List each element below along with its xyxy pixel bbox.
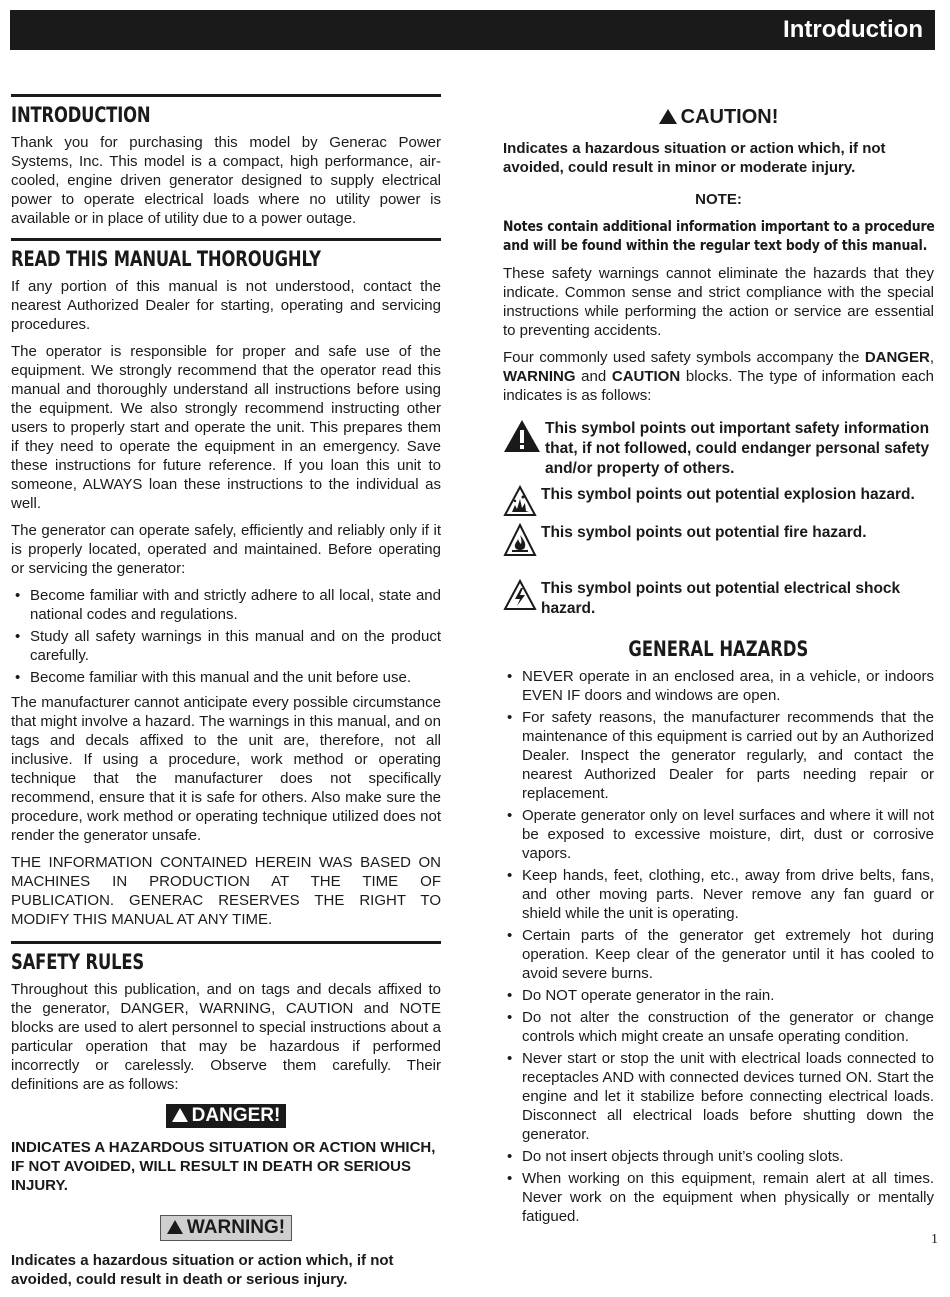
symbols-intro-paragraph: Four commonly used safety symbols accompany the DANGER, WARNING and CAUTION blocks. The type of information each indicates is as follows: — [503, 349, 934, 404]
electrical-shock-icon — [503, 579, 537, 611]
list-item: • Study all safety warnings in this manual and on the product carefully. — [11, 627, 441, 665]
header-bar — [10, 10, 935, 50]
read-manual-heading: READ THIS MANUAL THOROUGHLY — [11, 247, 321, 271]
read-paragraph-1: If any portion of this manual is not understood, contact the nearest Authorized Dealer for starting, operating and servicing procedures. — [11, 278, 441, 333]
danger-signal-wrap — [11, 1104, 441, 1128]
warning-signal-wrap — [11, 1215, 441, 1241]
caution-text: Indicates a hazardous situation or action which, if not avoided, could result in minor or moderate injury. — [503, 140, 886, 176]
safety-warnings-paragraph: These safety warnings cannot eliminate the hazards that they indicate. Common sense and strict compliance with the special instructions while performing the action or service are essential to preventing accidents. — [503, 265, 934, 339]
hazards-list — [503, 667, 934, 1226]
introduction-heading: INTRODUCTION — [11, 103, 151, 127]
section-divider — [11, 941, 441, 944]
list-item: • Keep hands, feet, clothing, etc., away from drive belts, fans, and other moving parts. Never remove any fan guard or shield while the unit is operating. — [503, 866, 934, 923]
general-hazards-heading: GENERAL HAZARDS — [628, 637, 809, 661]
symbol-text: This symbol points out potential explosion hazard. — [541, 486, 915, 503]
list-item: • Do not insert objects through unit’s cooling slots. — [503, 1147, 934, 1166]
note-text: Notes contain additional information important to a procedure and will be found within the regular text body of this manual. — [503, 219, 935, 254]
warning-triangle-icon — [659, 109, 677, 124]
list-item: • Become familiar with this manual and the unit before use. — [11, 668, 441, 687]
list-item: • NEVER operate in an enclosed area, in a vehicle, or indoors EVEN IF doors and windows are open. — [503, 667, 934, 705]
list-item: • Operate generator only on level surfaces and where it will not be exposed to excessive moisture, dirt, dust or corrosive vapors. — [503, 806, 934, 863]
note-title: NOTE: — [695, 191, 742, 208]
danger-badge — [166, 1104, 287, 1128]
danger-label: DANGER! — [191, 1105, 281, 1126]
caution-label: CAUTION! — [680, 106, 779, 128]
list-item: • For safety reasons, the manufacturer recommends that the maintenance of this equipment is carried out by an Authorized Dealer. Inspect the generator regularly, and contact the nearest Authorized Dealer for parts needing repair or replacement. — [503, 708, 934, 803]
symbol-row-exclamation — [503, 419, 934, 479]
read-paragraph-5: THE INFORMATION CONTAINED HEREIN WAS BASED ON MACHINES IN PRODUCTION AT THE TIME OF PUBLICATION. GENERAC RESERVES THE RIGHT TO MODIFY THIS MANUAL AT ANY TIME. — [11, 854, 441, 928]
page-title: Introduction — [783, 16, 923, 43]
list-item: • Become familiar with and strictly adhere to all local, state and national codes and regulations. — [11, 586, 441, 624]
read-paragraph-3: The generator can operate safely, efficiently and reliably only if it is properly located, operated and maintained. Before operating or servicing the generator: — [11, 522, 441, 577]
read-paragraph-4: The manufacturer cannot anticipate every possible circumstance that might involve a hazard. The warnings in this manual, and on tags and decals affixed to the unit are, therefore, not all inclusive. If using a procedure, work method or operating technique that the manufacturer does not specifically recommend, ensure that it is safe for others. Also make sure the procedure, work method or operating technique utilized does not render the generator unsafe. — [11, 694, 441, 844]
list-item: • Never start or stop the unit with electrical loads connected to receptacles AND with connected devices turned ON. Start the engine and let it stabilize before connecting electrical loads. Disconnect all electrical loads before shutting down the generator. — [503, 1049, 934, 1144]
section-divider — [11, 94, 441, 97]
page-number: 1 — [931, 1232, 938, 1247]
introduction-paragraph: Thank you for purchasing this model by Generac Power Systems, Inc. This model is a compact, high performance, air-cooled, engine driven generator designed to supply electrical power to operate electrical loads where no utility power is available or in place of utility due to a power outage. — [11, 134, 441, 227]
symbol-text: This symbol points out potential electrical shock hazard. — [541, 580, 901, 617]
explosion-icon — [503, 485, 537, 517]
left-column — [11, 94, 441, 1297]
safety-rules-heading: SAFETY RULES — [11, 950, 145, 974]
symbol-text: This symbol points out potential fire hazard. — [541, 524, 867, 541]
caution-title — [503, 106, 934, 129]
symbol-row-electrical — [503, 579, 934, 619]
symbol-row-fire — [503, 523, 934, 557]
read-paragraph-2: The operator is responsible for proper and safe use of the equipment. We strongly recommend that the operator read this manual and thoroughly understand all instructions before using the equipment. We also strongly recommend instructing other users to properly start and operate the unit. This prepares them if they need to operate the equipment in an emergency. Save these instructions for future reference. If you loan this unit to someone, ALWAYS loan these instructions to the individual as well. — [11, 343, 441, 512]
list-item: • Certain parts of the generator get extremely hot during operation. Keep clear of the generator until it has cooled to avoid severe burns. — [503, 926, 934, 983]
warning-text: Indicates a hazardous situation or action which, if not avoided, could result in death or serious injury. — [11, 1252, 394, 1288]
section-divider — [11, 238, 441, 241]
warning-triangle-icon — [167, 1220, 183, 1234]
warning-label: WARNING! — [186, 1217, 286, 1238]
read-bullet-list — [11, 586, 441, 687]
safety-rules-paragraph: Throughout this publication, and on tags and decals affixed to the generator, DANGER, WARNING, CAUTION and NOTE blocks are used to alert personnel to special instructions about a particular operation that may be hazardous if performed incorrectly or carelessly. Observe them carefully. Their definitions are as follows: — [11, 981, 441, 1093]
list-item: • Do not alter the construction of the generator or change controls which might create an unsafe operating condition. — [503, 1008, 934, 1046]
right-column — [503, 94, 934, 1232]
warning-triangle-icon — [172, 1108, 188, 1122]
list-item: • When working on this equipment, remain alert at all times. Never work on the equipment when physically or mentally fatigued. — [503, 1169, 934, 1226]
warning-badge — [160, 1215, 292, 1241]
symbol-text: This symbol points out important safety information that, if not followed, could endanger personal safety and/or property of others. — [545, 420, 930, 477]
danger-text: INDICATES A HAZARDOUS SITUATION OR ACTION WHICH, IF NOT AVOIDED, WILL RESULT IN DEATH OR SERIOUS INJURY. — [11, 1139, 436, 1194]
symbol-row-explosion — [503, 485, 934, 517]
fire-icon — [503, 523, 537, 557]
exclamation-icon — [503, 419, 541, 453]
list-item: • Do NOT operate generator in the rain. — [503, 986, 934, 1005]
